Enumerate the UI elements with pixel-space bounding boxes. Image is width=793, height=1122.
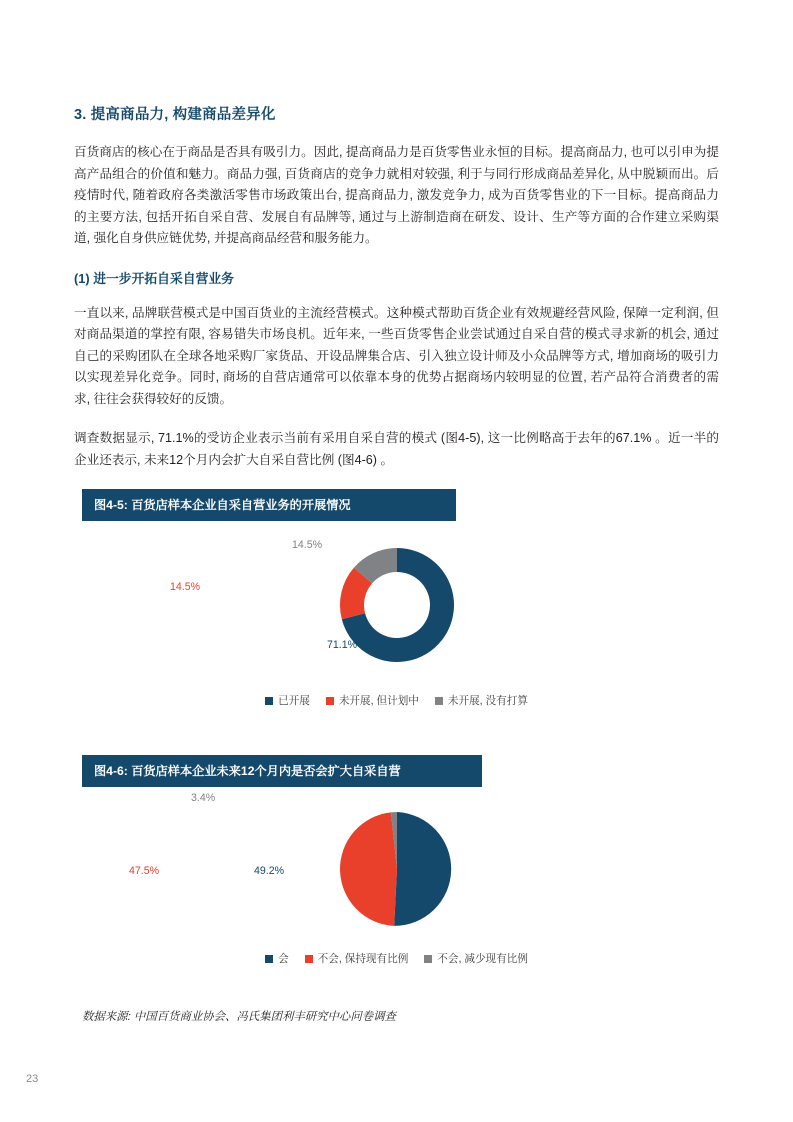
legend-label: 不会, 减少现有比例	[437, 953, 528, 965]
legend-item-jihuazhong	[326, 693, 419, 708]
paragraph-body: 一直以来, 品牌联营模式是中国百货业的主流经营模式。这种模式帮助百货企业有效规避经营风险, 保障一定利润, 但对商品渠道的掌控有限, 容易错失市场良机。近年来, 一些百货零售企业尝试通过自采自营的模式寻求新的机会, 通过自己的采购团队在全球各地采购厂家货品、开设品牌集合店、引入独立设计师及小众品牌等方式, 增加商场的吸引力以实现差异化竞争。同时, 商场的自营店通常可以依靠本身的优势占据商场内较明显的位置, 若产品符合消费者的需求, 往往会获得较好的反馈。	[74, 305, 719, 406]
figure-4-6-caption: 图4-6: 百货店样本企业未来12个月内是否会扩大自采自营	[82, 755, 482, 787]
legend-label: 已开展	[278, 695, 310, 707]
donut-label-jihuazhong: 14.5%	[170, 581, 201, 593]
pie-label-hui: 49.2%	[254, 865, 285, 877]
legend-item-meidasuan	[435, 693, 528, 708]
figure-4-6-body	[74, 787, 719, 982]
figure-4-6-legend	[74, 951, 719, 966]
subsection-title: (1) 进一步开拓自采自营业务	[74, 270, 234, 286]
legend-label: 未开展, 但计划中	[338, 695, 419, 707]
figure-4-5-legend	[74, 693, 719, 708]
legend-swatch-icon	[265, 955, 273, 963]
pie-label-baochi: 47.5%	[129, 865, 160, 877]
page-content	[74, 103, 719, 1024]
legend-label: 会	[278, 953, 289, 965]
figure-4-6	[74, 755, 719, 982]
paragraph-intro: 百货商店的核心在于商品是否具有吸引力。因此, 提高商品力是百货零售业永恒的目标。提高商品力, 也可以引申为提高产品组合的价值和魅力。商品力强, 百货商店的竞争力就相对较强, 利于与同行形成商品差异化, 从中脱颖而出。后疫情时代, 随着政府各类激活零售市场政策出台, 提高商品力, 激发竞争力, 成为百货零售业的下一目标。提高商品力的主要方法, 包括开拓自采自营、发展自有品牌等, 通过与上游制造商在研发、设计、生产等方面的合作建立采购渠道, 强化自身供应链优势, 并提高商品经营和服务能力。	[74, 145, 719, 245]
figure-4-5-body	[74, 521, 719, 721]
legend-item-kaizhan	[265, 693, 310, 708]
legend-label: 未开展, 没有打算	[447, 695, 528, 707]
legend-item-hui	[265, 951, 289, 966]
legend-label: 不会, 保持现有比例	[317, 953, 409, 965]
legend-item-jianshao	[424, 951, 528, 966]
donut-chart-4-5	[74, 521, 719, 689]
pie-slice-baochi	[340, 812, 397, 926]
legend-swatch-icon	[305, 955, 313, 963]
legend-swatch-icon	[265, 697, 273, 705]
figure-4-5-caption: 图4-5: 百货店样本企业自采自营业务的开展情况	[82, 489, 456, 521]
legend-swatch-icon	[435, 697, 443, 705]
donut-label-kaizhan: 71.1%	[327, 639, 358, 651]
pie-label-jianshao: 3.4%	[191, 792, 216, 804]
pie-chart-svg	[247, 787, 547, 947]
page-title: 3. 提高商品力, 构建商品差异化	[74, 107, 276, 123]
legend-swatch-icon	[424, 955, 432, 963]
pie-chart-4-6	[74, 787, 719, 947]
donut-label-meidasuan: 14.5%	[292, 539, 323, 551]
paragraph-survey: 调查数据显示, 71.1%的受访企业表示当前有采用自采自营的模式 (图4-5), 这一比例略高于去年的67.1% 。近一半的企业还表示, 未来12个月内会扩大自采自营比例 (图4-6) 。	[74, 431, 719, 467]
source-note: 数据来源: 中国百货商业协会、冯氏集团利丰研究中心问卷调查	[82, 1011, 396, 1023]
pie-slice-hui	[394, 812, 451, 926]
page-number: 23	[26, 1073, 39, 1085]
legend-swatch-icon	[326, 697, 334, 705]
figure-4-5	[74, 489, 719, 721]
legend-item-baochi	[305, 951, 409, 966]
